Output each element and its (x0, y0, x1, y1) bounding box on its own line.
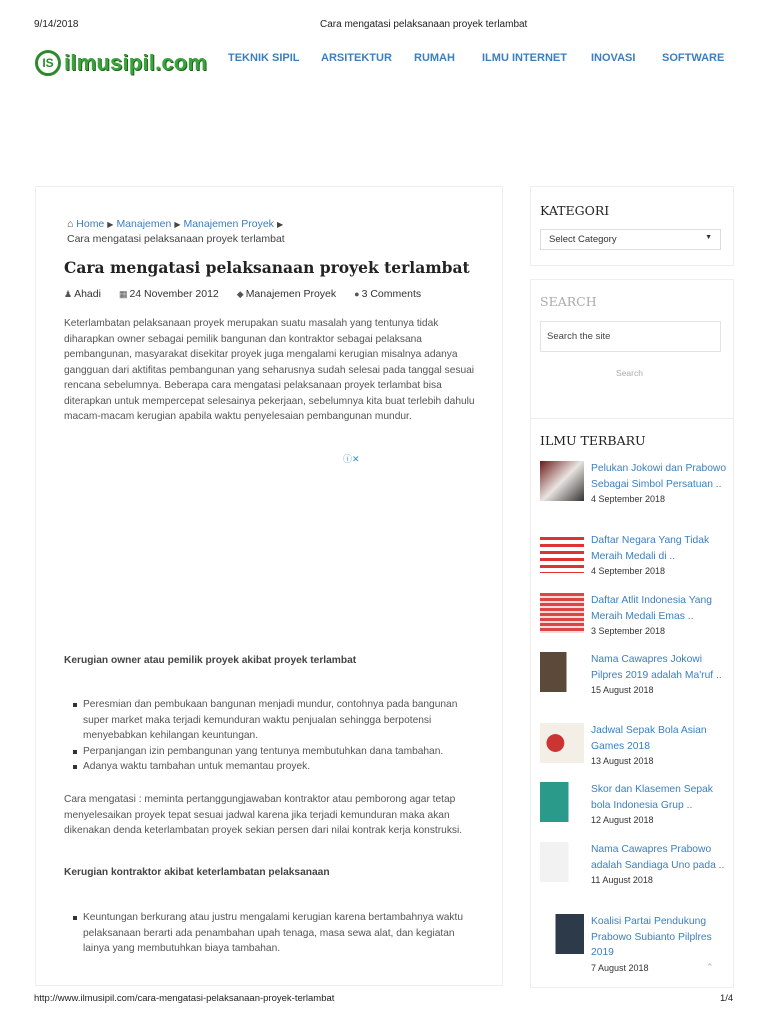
scroll-to-top-icon[interactable]: ⌃ (706, 962, 714, 972)
post-title[interactable]: Skor dan Klasemen Sepak bola Indonesia Grup .. (591, 784, 713, 811)
search-title: SEARCH (540, 294, 597, 309)
post-date: 12 August 2018 (591, 815, 654, 825)
kategori-widget (530, 186, 734, 266)
recent-post[interactable] (540, 593, 730, 640)
comments-link[interactable]: 3 Comments (361, 288, 422, 300)
post-title[interactable]: Koalisi Partai Pendukung Prabowo Subianto Pilplres 2019 (591, 916, 712, 958)
recent-post[interactable] (540, 723, 730, 770)
recent-post[interactable] (540, 842, 730, 889)
recent-post[interactable] (540, 652, 730, 699)
comments-icon: ● (354, 289, 360, 299)
post-thumbnail[interactable] (540, 723, 584, 763)
article-panel (35, 186, 503, 986)
recent-post[interactable] (540, 782, 730, 829)
post-thumbnail[interactable] (540, 782, 584, 822)
post-title[interactable]: Nama Cawapres Jokowi Pilpres 2019 adalah Ma'ruf .. (591, 654, 722, 681)
nav-ilmu-internet[interactable]: ILMU INTERNET (482, 52, 567, 64)
list-item: Peresmian dan pembukaan bangunan menjadi mundur, contohnya pada bangunan super market maka terjadi kemunduran waktu penjualan sehingga berpotensi menyebabkan kehilangan keuntungan. (73, 697, 478, 744)
post-thumbnail[interactable] (540, 842, 584, 882)
breadcrumb-manajemen-proyek[interactable]: Manajemen Proyek (183, 218, 274, 230)
post-date: 13 August 2018 (591, 756, 654, 766)
print-page-number: 1/4 (720, 993, 734, 1004)
post-date: 24 November 2012 (129, 288, 219, 300)
article-title: Cara mengatasi pelaksanaan proyek terlambat (64, 258, 470, 277)
post-date: 15 August 2018 (591, 685, 654, 695)
print-title: Cara mengatasi pelaksanaan proyek terlambat (320, 19, 528, 30)
breadcrumb-manajemen[interactable]: Manajemen (116, 218, 172, 230)
breadcrumb-current: Cara mengatasi pelaksanaan proyek terlambat (67, 233, 285, 245)
print-date: 9/14/2018 (34, 19, 79, 30)
logo-text: ilmusipil.com (64, 50, 208, 75)
article-meta (64, 288, 421, 300)
post-date: 3 September 2018 (591, 626, 666, 636)
category-select[interactable] (540, 229, 721, 250)
logo-mark-icon: IS (35, 50, 61, 76)
post-thumbnail[interactable] (540, 914, 584, 954)
post-thumbnail[interactable] (540, 652, 584, 692)
post-date: 4 September 2018 (591, 566, 666, 576)
breadcrumb (67, 217, 286, 247)
post-title[interactable]: Jadwal Sepak Bola Asian Games 2018 (591, 725, 707, 752)
nav-arsitektur[interactable]: ARSITEKTUR (321, 52, 392, 64)
caret-right-icon: ▶ (174, 220, 181, 229)
print-url: http://www.ilmusipil.com/cara-mengatasi-pelaksanaan-proyek-terlambat (34, 993, 335, 1004)
post-title[interactable]: Pelukan Jokowi dan Prabowo Sebagai Simbol Persatuan .. (591, 463, 727, 490)
user-icon: ♟ (64, 289, 73, 299)
nav-teknik-sipil[interactable]: TEKNIK SIPIL (228, 52, 300, 64)
ad-choices-icon[interactable]: ⓘ✕ (343, 454, 360, 464)
contractor-losses-list (73, 910, 478, 957)
heading-owner-losses: Kerugian owner atau pemilik proyek akibat proyek terlambat (64, 655, 357, 666)
post-date: 7 August 2018 (591, 962, 649, 973)
recent-title: ILMU TERBARU (540, 433, 646, 448)
owner-losses-list (73, 697, 478, 775)
list-item: Keuntungan berkurang atau justru mengalami kerugian karena bertambahnya waktu pelaksanaan berarti ada penambahan upah tenaga, masa sewa alat, dan kegiatan lainya yang membutuhkan biaya tambahan. (73, 910, 478, 957)
list-item: Perpanjangan izin pembangunan yang tentunya membutuhkan dana tambahan. (73, 744, 478, 760)
recent-post[interactable] (540, 461, 730, 508)
post-title[interactable]: Daftar Negara Yang Tidak Meraih Medali di .. (591, 535, 710, 562)
post-title[interactable]: Daftar Atlit Indonesia Yang Meraih Medali Emas .. (591, 595, 712, 622)
post-category[interactable]: Manajemen Proyek (245, 288, 337, 300)
chevron-down-icon: ▼ (705, 234, 712, 241)
post-thumbnail[interactable] (540, 461, 584, 501)
article-intro: Keterlambatan pelaksanaan proyek merupakan suatu masalah yang tentunya tidak diharapkan owner sebagai pemilik bangunan dan kontraktor sebagai pelaksana pembangunan, masyarakat disekitar proyek juga mengalami kerugian misalnya adanya gangguan dari aktifitas pembangunan yang seharusnya sudah selesai pada tanggal sesuai rencana sebelumnya. Beberapa cara mengatasi pelaksanaan proyek terlambat bisa diterapkan untuk mempercepat selesainya pekerjaan, sebelumnya kita buat terlebih dahulu macam-macam kerugian apabila waktu penyelesaian pembangunan mundur. (64, 318, 475, 422)
tag-icon: ◆ (236, 289, 244, 299)
caret-right-icon: ▶ (107, 220, 114, 229)
post-date: 11 August 2018 (591, 875, 653, 885)
caret-right-icon: ▶ (276, 220, 284, 229)
home-icon: ⌂ (67, 218, 74, 230)
nav-rumah[interactable]: RUMAH (414, 52, 455, 64)
calendar-icon: ▦ (118, 289, 128, 299)
search-button[interactable]: Search (616, 368, 643, 378)
site-logo[interactable] (35, 50, 207, 76)
heading-contractor-losses: Kerugian kontraktor akibat keterlambatan pelaksanaan (64, 867, 330, 878)
post-date: 4 September 2018 (591, 494, 666, 504)
recent-post[interactable] (540, 914, 730, 976)
post-title[interactable]: Nama Cawapres Prabowo adalah Sandiaga Uno pada .. (591, 844, 725, 871)
search-input[interactable]: Search the site (540, 321, 721, 352)
nav-inovasi[interactable]: INOVASI (591, 52, 636, 64)
list-item: Adanya waktu tambahan untuk memantau proyek. (73, 759, 478, 775)
post-thumbnail[interactable] (540, 593, 584, 633)
breadcrumb-home[interactable]: Home (76, 218, 105, 230)
post-thumbnail[interactable] (540, 533, 584, 573)
recent-post[interactable] (540, 533, 730, 580)
kategori-title: KATEGORI (540, 203, 610, 218)
solution-paragraph: Cara mengatasi : meminta pertanggungjawaban kontraktor atau pemborong agar tetap menyelesaikan proyek tepat sesuai jadwal karena jika terjadi kemunduran maka akan dikenakan denda keterlambatan proyek sekian persen dari nilai kontrak kerja konstruksi. (64, 794, 463, 836)
nav-software[interactable]: SOFTWARE (662, 52, 725, 64)
category-select-value: Select Category (549, 234, 617, 245)
author[interactable]: Ahadi (74, 288, 101, 300)
